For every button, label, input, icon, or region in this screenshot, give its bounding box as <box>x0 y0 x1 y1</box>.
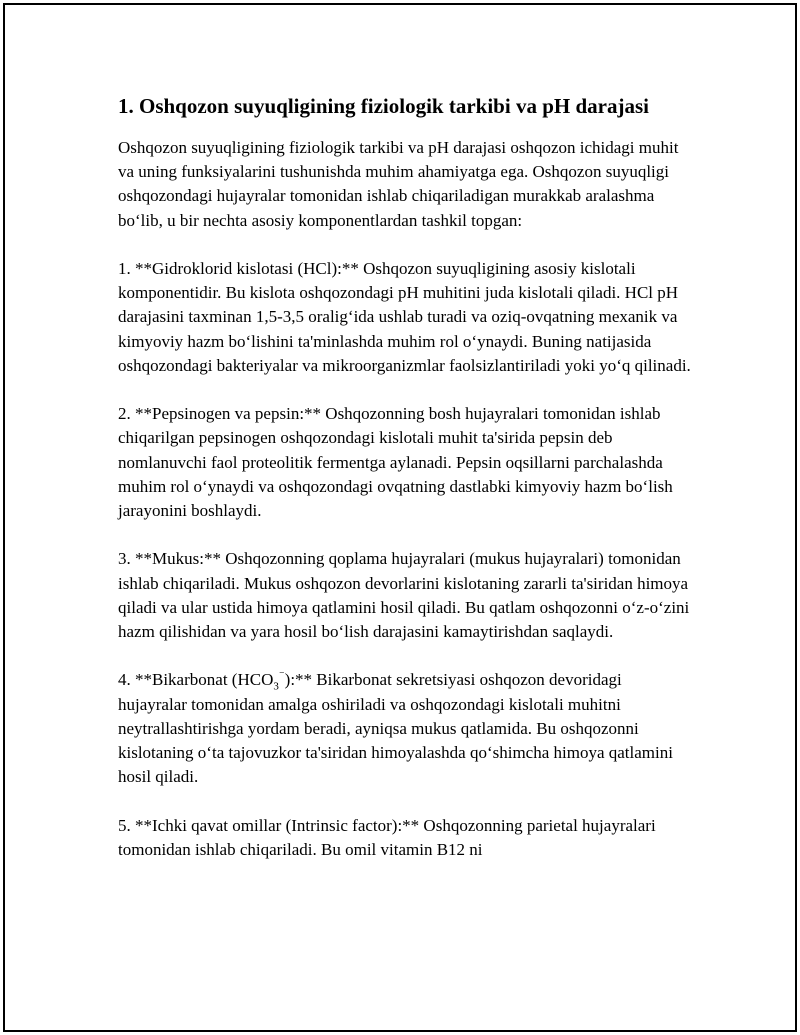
bicarbonate-prefix: 4. **Bikarbonat (HCO <box>118 670 274 690</box>
list-item-hcl: 1. **Gidroklorid kislotasi (HCl):** Oshqozon suyuqligining asosiy kislotali komponentidir. Bu kislota oshqozondagi pH muhitini juda kislotali qiladi. HCl pH darajasini taxminan 1,5-3,5 oralig‘ida ushlab turadi va oziq-ovqatning mexanik va kimyoviy hazm bo‘lishini ta'minlashda muhim rol o‘ynaydi. Buning natijasida oshqozondagi bakteriyalar va mikroorganizmlar faolsizlantiriladi yoki yo‘q qilinadi. <box>118 259 691 375</box>
paragraph-spacer <box>118 789 693 813</box>
bicarbonate-text: ):** Bikarbonat sekretsiyasi oshqozon devoridagi hujayralar tomonidan amalga oshiriladi va oshqozondagi kislotali muhitni neytrallashtirishga yordam beradi, ayniqsa mukus qatlamida. Bu oshqozonni kislotaning o‘ta tajovuzkor ta'siridan himoyalashda qo‘shimcha himoya qatlamini hosil qiladi. <box>118 670 673 787</box>
list-item-mucus: 3. **Mukus:** Oshqozonning qoplama hujayralari (mukus hujayralari) tomonidan ishlab chiqariladi. Mukus oshqozon devorlarini kislotaning zararli ta'siridan himoya qiladi va ular ustida himoya qatlamini hosil qiladi. Bu qatlam oshqozonni o‘z-o‘zini hazm qilishidan va yara hosil bo‘lish darajasini kamaytirishdan saqlaydi. <box>118 549 690 642</box>
bicarbonate-subscript: 3 <box>273 680 279 693</box>
paragraph-spacer <box>118 523 693 547</box>
paragraph-spacer <box>118 378 693 402</box>
paragraph-spacer <box>118 644 693 668</box>
paragraph-spacer <box>118 233 693 257</box>
intro-paragraph: Oshqozon suyuqligining fiziologik tarkibi va pH darajasi oshqozon ichidagi muhit va uning funksiyalarini tushunishda muhim ahamiyatga ega. Oshqozon suyuqligi oshqozondagi hujayralar tomonidan ishlab chiqariladigan murakkab aralashma bo‘lib, u bir nechta asosiy komponentlardan tashkil topgan: <box>118 138 679 230</box>
document-body <box>118 92 693 862</box>
bicarbonate-superscript: ⁻ <box>278 669 285 682</box>
list-item-pepsin: 2. **Pepsinogen va pepsin:** Oshqozonning bosh hujayralari tomonidan ishlab chiqarilgan pepsinogen oshqozondagi kislotali muhit ta'sirida pepsin deb nomlanuvchi faol proteolitik fermentga aylanadi. Pepsin oqsillarni parchalashda muhim rol o‘ynaydi va oshqozondagi ovqatning dastlabki kimyoviy hazm bo‘lish jarayonini boshlaydi. <box>118 404 673 521</box>
section-title: 1. Oshqozon suyuqligining fiziologik tarkibi va pH darajasi <box>118 94 649 118</box>
list-item-intrinsic-factor: 5. **Ichki qavat omillar (Intrinsic factor):** Oshqozonning parietal hujayralari tomonidan ishlab chiqariladi. Bu omil vitamin B12 ni <box>118 815 656 859</box>
list-item-bicarbonate <box>118 668 693 789</box>
